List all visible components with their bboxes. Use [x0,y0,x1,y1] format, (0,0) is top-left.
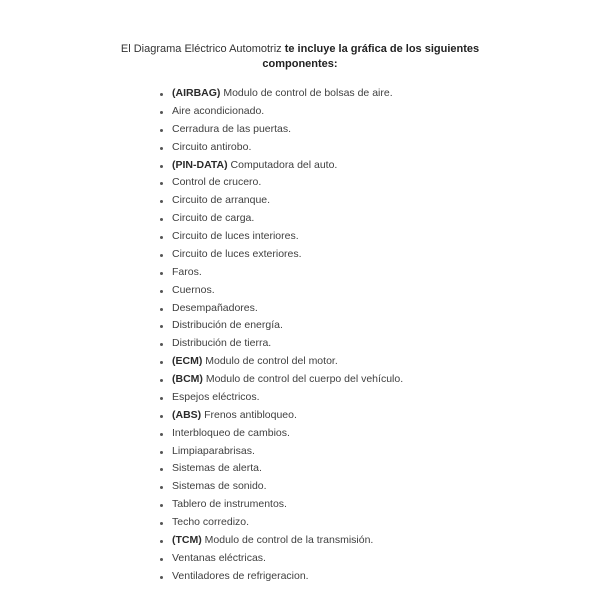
component-text: Espejos eléctricos. [172,390,260,403]
intro-line-1 [0,42,600,57]
component-text: Sistemas de alerta. [172,462,262,475]
component-text: Tablero de instrumentos. [172,498,287,511]
list-item [158,389,578,407]
component-text: Circuito de carga. [172,212,255,225]
intro-normal-text: El Diagrama Eléctrico Automotriz [120,43,282,55]
list-item [158,443,578,461]
list-item [158,568,578,586]
component-text: Modulo de control del cuerpo del vehículo. [205,373,404,385]
list-item [158,174,578,192]
list-item [158,532,578,550]
component-text: Sistemas de sonido. [172,480,267,493]
list-item [158,228,578,246]
list-item [158,157,578,175]
list-item [158,496,578,514]
component-text: Desempañadores. [172,301,258,314]
list-item [158,246,578,264]
component-text: Faros. [172,265,202,278]
component-code: (ABS) [172,408,202,421]
list-item [158,139,578,157]
component-code: (AIRBAG) [172,87,221,99]
component-text: Computadora del auto. [230,158,338,171]
list-item [158,121,578,139]
component-text: Cerradura de las puertas. [172,122,292,135]
component-text: Modulo de control del motor. [205,355,338,368]
intro-line-2 [0,57,600,72]
component-text: Modulo de control de la transmisión. [204,533,374,546]
component-text: Techo corredizo. [172,516,250,528]
list-item [158,210,578,228]
component-text: Ventiladores de refrigeracion. [172,569,309,582]
list-item [158,85,578,103]
component-text: Control de crucero. [172,176,262,189]
list-item [158,317,578,335]
list-item [158,371,578,389]
list-item [158,353,578,371]
component-code: (TCM) [172,533,202,546]
list-item [158,460,578,478]
list-item [158,282,578,300]
list-item [158,264,578,282]
list-item [158,407,578,425]
intro-paragraph [0,42,600,72]
component-text: Frenos antibloqueo. [204,408,297,421]
component-text: Ventanas eléctricas. [172,551,266,564]
component-text: Circuito de arranque. [172,194,271,207]
list-item [158,425,578,443]
list-item [158,300,578,318]
intro-bold-text: te incluye la gráfica de los siguientes [284,43,480,55]
list-item [158,192,578,210]
component-code: (BCM) [172,373,203,385]
component-text: Circuito antirobo. [172,140,252,153]
list-item [158,514,578,532]
list-item [158,103,578,121]
intro-bold-text-2: componentes: [262,58,338,70]
component-text: Cuernos. [172,283,215,296]
component-text: Limpiaparabrisas. [172,444,255,457]
component-text: Distribución de energía. [172,319,283,332]
component-list [158,85,578,586]
component-code: (PIN-DATA) [172,158,228,171]
list-item [158,335,578,353]
component-text: Distribución de tierra. [172,337,272,350]
component-text: Modulo de control de bolsas de aire. [223,87,393,99]
list-item [158,478,578,496]
component-text: Circuito de luces exteriores. [172,247,302,260]
component-code: (ECM) [172,355,203,368]
component-text: Aire acondicionado. [172,104,265,117]
component-text: Interbloqueo de cambios. [172,426,290,439]
list-item [158,550,578,568]
component-text: Circuito de luces interiores. [172,230,299,242]
